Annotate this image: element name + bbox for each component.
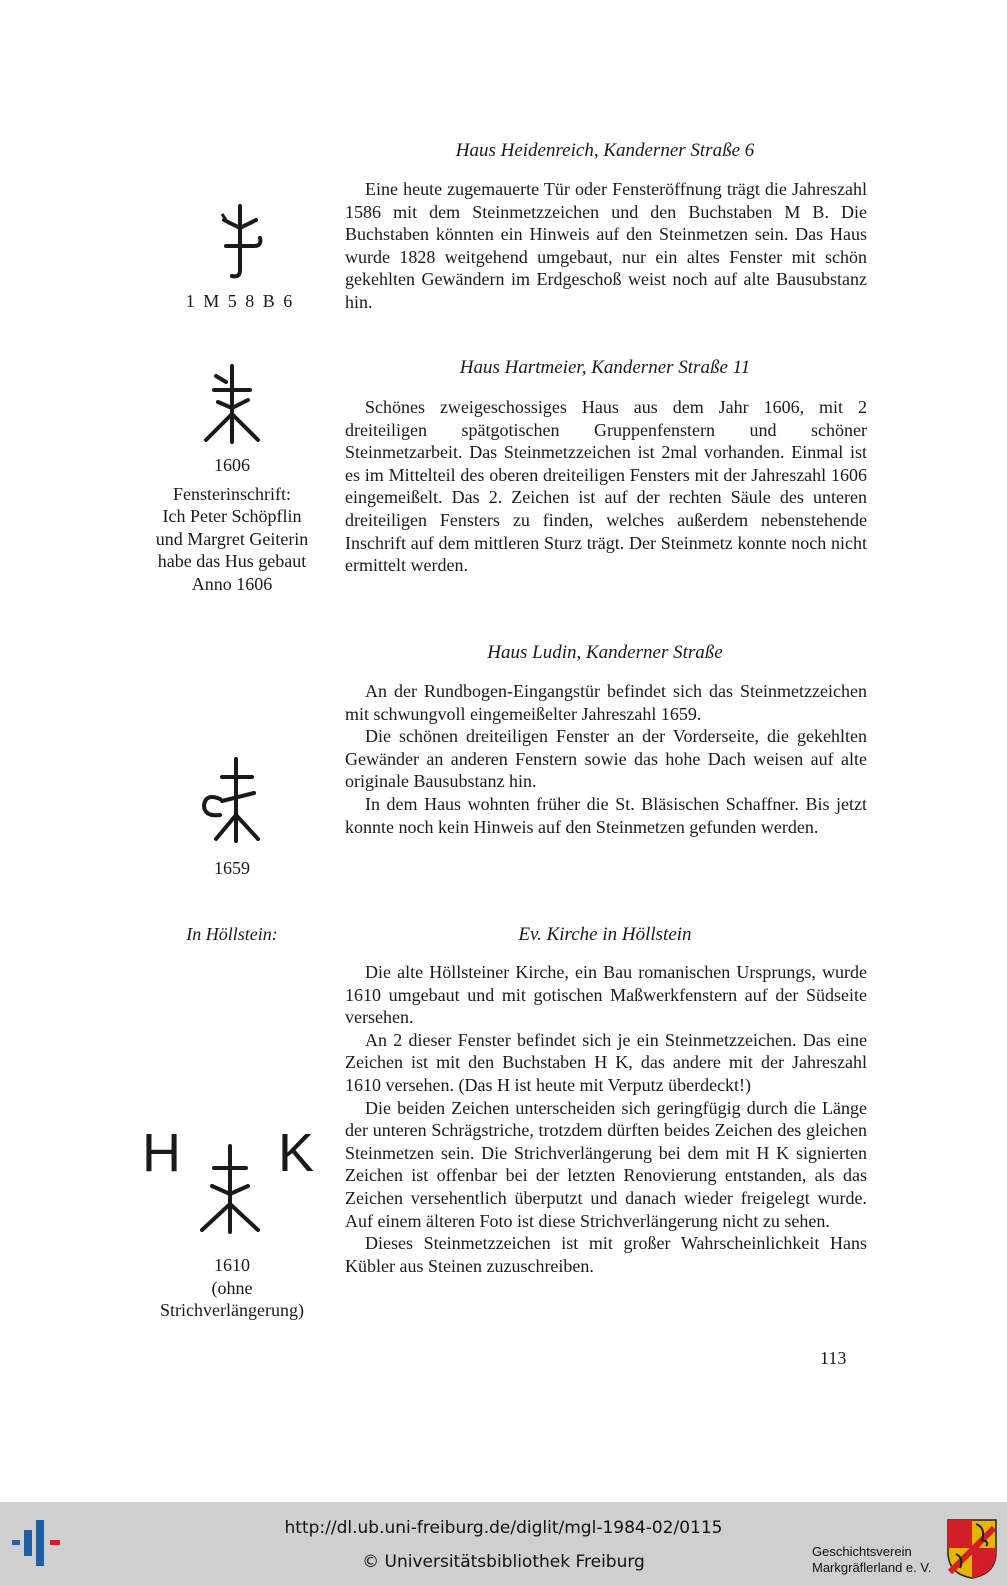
mason-mark-1659-icon [192,755,272,847]
paragraph: Schönes zweigeschossiges Haus aus dem Jahr 1606, mit 2 dreiteiligen spätgotischen Gruppenfenstern und schöner Steinmetzarbeit. Das Steinmetzzeichen ist 2mal vorhanden. Einmal ist es im Mittelteil des oberen dreiteiligen Fensters mit der Jahreszahl 1606 eingemeißelt. Das 2. Zeichen ist auf der rechten Säule des unteren dreiteiligen Fensters zu finden, welches außerdem nebenstehende Inschrift auf dem mittleren Sturz trägt. Der Steinmetz konnte noch nicht ermittelt werden. [345,397,867,576]
paragraph: Die alte Höllsteiner Kirche, ein Bau romanischen Ursprungs, wurde 1610 umgebaut und mit gotischen Maßwerkfenstern auf der Südseite versehen. [345,962,867,1028]
society-name [812,1544,931,1576]
page-number: 113 [820,1348,847,1368]
coat-of-arms-icon [946,1518,998,1580]
inscription-line: und Margret Geiterin [155,528,309,549]
window-inscription [132,483,332,596]
mason-mark-1586 [140,198,340,313]
paragraph: Die beiden Zeichen unterscheiden sich geringfügig durch die Länge der unteren Schrägstriche, trotzdem dürften beides Zeichen des gleichen Steinmetzen sein. Die Strichverlängerung bei dem mit H K signierten Zeichen ist offenbar bei der letzten Renovierung entstanden, als das Zeichen versehentlich überputzt und danach wieder freigelegt wurde. Auf einem älteren Foto ist diese Strichverlängerung nicht zu sehen. [345,1097,867,1231]
paragraph: Die schönen dreiteiligen Fenster an der Vorderseite, die gekehlten Gewänder an anderen Fenstern sowie das hohe Dach weisen auf alte originale Bausubstanz hin. [345,726,867,792]
society-name-line: Geschichtsverein [812,1544,912,1559]
mark-caption: 1 M 5 8 B 6 [185,291,295,311]
section-text-heidenreich [345,178,867,314]
section-heading-heidenreich: Haus Heidenreich, Kanderner Straße 6 [455,140,755,161]
paragraph: An 2 dieser Fenster befindet sich je ein Steinmetzzeichen. Das eine Zeichen ist mit den Buchstaben H K, das andere mit der Jahreszahl 1610 versehen. (Das H ist heute mit Verputz überdeckt!) [345,1029,867,1095]
inscription-line: habe das Hus gebaut [157,551,307,572]
inscription-line: Ich Peter Schöpflin [162,506,302,527]
mark-letter-k: K [278,1123,315,1183]
paragraph: In dem Haus wohnten früher die St. Bläsischen Schaffner. Bis jetzt konnte noch kein Hinweis auf den Steinmetzen gefunden werden. [345,793,867,837]
section-text-hoellstein-church [345,961,867,1277]
society-name-line: Markgräflerland e. V. [812,1560,932,1575]
mark-caption: 1606 [214,455,250,475]
mason-mark-1610 [132,1123,332,1322]
mason-mark-1610-figure [132,1123,332,1248]
mark-caption-note: (ohne [211,1277,253,1298]
section-text-ludin [345,680,867,838]
mason-mark-1659 [132,755,332,880]
inscription-line: Fensterinschrift: [173,483,291,504]
mark-caption: 1659 [214,858,250,878]
paragraph: An der Rundbogen-Eingangstür befindet sich das Steinmetzzeichen mit schwungvoll eingemeißelter Jahreszahl 1659. [345,681,867,724]
paragraph: Eine heute zugemauerte Tür oder Fensteröffnung trägt die Jahreszahl 1586 mit dem Steinmetzzeichen und den Buchstaben M B. Die Buchstaben könnten ein Hinweis auf den Steinmetzen sein. Das Haus wurde 1828 weitgehend umgebaut, nur ein altes Fenster mit schön gekehlten Gewändern im Erdgeschoß weist noch auf alte Bausubstanz hin. [345,179,867,312]
mason-mark-1606-icon [192,362,272,448]
section-heading-hoellstein-church: Ev. Kirche in Höllstein [518,924,692,945]
mark-caption-note: Strichverlängerung) [160,1300,304,1321]
section-text-hartmeier [345,396,867,577]
section-heading-ludin: Haus Ludin, Kanderner Straße [487,642,723,663]
mark-caption-year: 1610 [214,1255,250,1275]
mason-mark-1610-icon [190,1140,270,1240]
section-heading-hartmeier: Haus Hartmeier, Kanderner Straße 11 [459,357,751,378]
footer-bar [0,1502,1007,1585]
location-heading-hoellstein: In Höllstein: [186,924,278,944]
document-url-link[interactable]: http://dl.ub.uni-freiburg.de/diglit/mgl-1984-02/0115 [284,1518,723,1538]
paragraph: Dieses Steinmetzzeichen ist mit großer Wahrscheinlichkeit Hans Kübler aus Steinen zuzuschreiben. [345,1233,867,1276]
copyright-text: © Universitätsbibliothek Freiburg [362,1552,645,1572]
mason-mark-1606 [132,362,332,596]
mason-mark-1586-icon [210,198,270,280]
mark-letter-h: H [142,1123,181,1183]
inscription-line: Anno 1606 [191,573,273,594]
